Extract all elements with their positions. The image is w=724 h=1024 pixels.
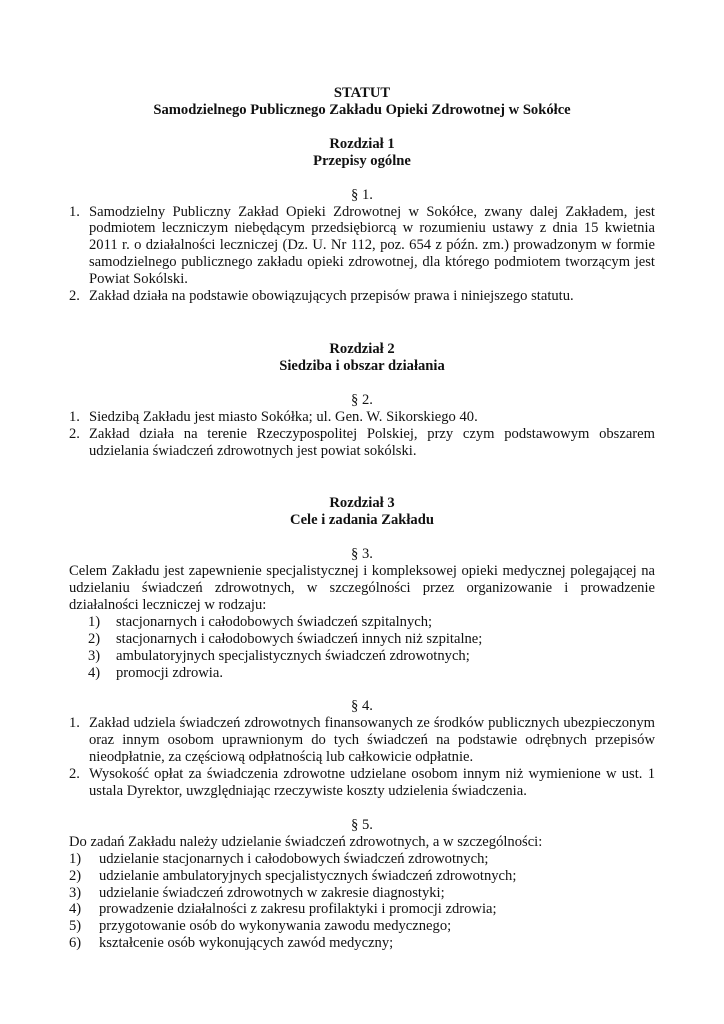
item-text: promocji zdrowia. — [116, 664, 223, 681]
document-subtitle: Samodzielnego Publicznego Zakładu Opieki Zdrowotnej w Sokółce — [153, 101, 571, 118]
section-mark: § 3. — [351, 546, 373, 563]
item-text: przygotowanie osób do wykonywania zawodu medycznego; — [99, 918, 452, 935]
list-item — [69, 868, 655, 885]
item-text: Zakład działa na terenie Rzeczypospolitej Polskiej, przy czym podstawowym obszarem udzielania świadczeń zdrowotnych jest powiat sokólski. — [89, 425, 655, 459]
chapter-1 — [69, 136, 655, 305]
list-item — [69, 204, 655, 289]
list-item — [69, 935, 655, 952]
list-item — [69, 885, 655, 902]
item-number: 1) — [88, 613, 101, 630]
item-text: kształcenie osób wykonujących zawód medyczny; — [99, 935, 394, 952]
chapter-name: Przepisy ogólne — [313, 152, 411, 169]
list-item — [69, 288, 655, 305]
chapter-2 — [69, 341, 655, 459]
section-mark: § 1. — [351, 186, 373, 203]
sub-list — [69, 614, 655, 682]
chapter-label: Rozdział 1 — [329, 135, 395, 152]
item-number: 2) — [69, 867, 82, 884]
item-text: ambulatoryjnych specjalistycznych świadczeń zdrowotnych; — [116, 647, 470, 664]
title-block — [69, 85, 655, 119]
list-item — [69, 409, 655, 426]
chapter-label: Rozdział 2 — [329, 340, 395, 357]
section-intro: Celem Zakładu jest zapewnienie specjalistycznej i kompleksowej opieki medycznej polegającej na udzielaniu świadczeń zdrowotnych, w szczególności przez organizowanie i prowadzenie działalności leczniczej w rodzaju: — [69, 563, 655, 613]
item-number: 2) — [88, 630, 101, 647]
item-number: 4) — [88, 664, 101, 681]
item-number: 3) — [88, 647, 101, 664]
item-text: Wysokość opłat za świadczenia zdrowotne udzielane osobom innym niż wymienione w ust. 1 ustala Dyrektor, uwzględniając rzeczywiste koszty udzielenia świadczenia. — [89, 766, 655, 799]
list-item — [69, 631, 655, 648]
item-text: udzielanie świadczeń zdrowotnych w zakresie diagnostyki; — [99, 884, 445, 901]
section-mark: § 4. — [351, 698, 373, 715]
item-number: 5) — [69, 918, 82, 935]
list-item — [69, 665, 655, 682]
document-content — [69, 85, 655, 952]
numbered-list — [69, 409, 655, 460]
list-item — [69, 766, 655, 800]
item-number: 1. — [69, 203, 80, 220]
list-item — [69, 901, 655, 918]
item-text: Siedzibą Zakładu jest miasto Sokółka; ul. Gen. W. Sikorskiego 40. — [89, 408, 478, 425]
section-mark: § 5. — [351, 816, 373, 833]
item-text: stacjonarnych i całodobowych świadczeń innych niż szpitalne; — [116, 630, 483, 647]
item-number: 6) — [69, 935, 82, 952]
list-item — [69, 715, 655, 766]
chapter-name: Cele i zadania Zakładu — [290, 512, 434, 529]
sub-list — [69, 851, 655, 952]
item-number: 1. — [69, 408, 80, 425]
item-text: prowadzenie działalności z zakresu profilaktyki i promocji zdrowia; — [99, 901, 497, 918]
list-item — [69, 851, 655, 868]
numbered-list — [69, 715, 655, 800]
item-text: Zakład udziela świadczeń zdrowotnych finansowanych ze środków publicznych ubezpieczonym oraz innym osobom uprawnionym do tych świadczeń na podstawie odrębnych przepisów nieodpłatnie, za częściową odpłatnością lub całkowicie odpłatnie. — [89, 715, 655, 766]
chapter-3 — [69, 495, 655, 952]
item-number: 3) — [69, 884, 82, 901]
item-text: Samodzielny Publiczny Zakład Opieki Zdrowotnej w Sokółce, zwany dalej Zakładem, jest podmiotem leczniczym niebędącym przedsiębiorcą w rozumieniu ustawy z dnia 15 kwietnia 2011 r. o działalności leczniczej (Dz. U. Nr 112, poz. 654 z późn. zm.) prowadzonym w formie samodzielnego publicznego zakładu opieki zdrowotnej, dla którego podmiotem tworzącym jest Powiat Sokólski. — [89, 203, 655, 288]
section-intro: Do zadań Zakładu należy udzielanie świadczeń zdrowotnych, a w szczególności: — [69, 833, 543, 850]
item-number: 2. — [69, 766, 80, 783]
document-title: STATUT — [333, 85, 391, 101]
item-number: 2. — [69, 425, 80, 442]
list-item — [69, 648, 655, 665]
list-item — [69, 918, 655, 935]
chapter-label: Rozdział 3 — [329, 495, 395, 512]
numbered-list — [69, 204, 655, 305]
chapter-name: Siedziba i obszar działania — [279, 357, 445, 374]
item-number: 2. — [69, 288, 80, 305]
item-text: udzielanie stacjonarnych i całodobowych świadczeń zdrowotnych; — [99, 850, 489, 867]
item-text: stacjonarnych i całodobowych świadczeń szpitalnych; — [116, 613, 433, 630]
list-item — [69, 426, 655, 460]
item-number: 1. — [69, 715, 80, 732]
item-number: 4) — [69, 901, 82, 918]
item-text: Zakład działa na podstawie obowiązujących przepisów prawa i niniejszego statutu. — [89, 288, 574, 305]
section-mark: § 2. — [351, 391, 373, 408]
item-number: 1) — [69, 850, 82, 867]
list-item — [69, 614, 655, 631]
item-text: udzielanie ambulatoryjnych specjalistycznych świadczeń zdrowotnych; — [99, 867, 517, 884]
